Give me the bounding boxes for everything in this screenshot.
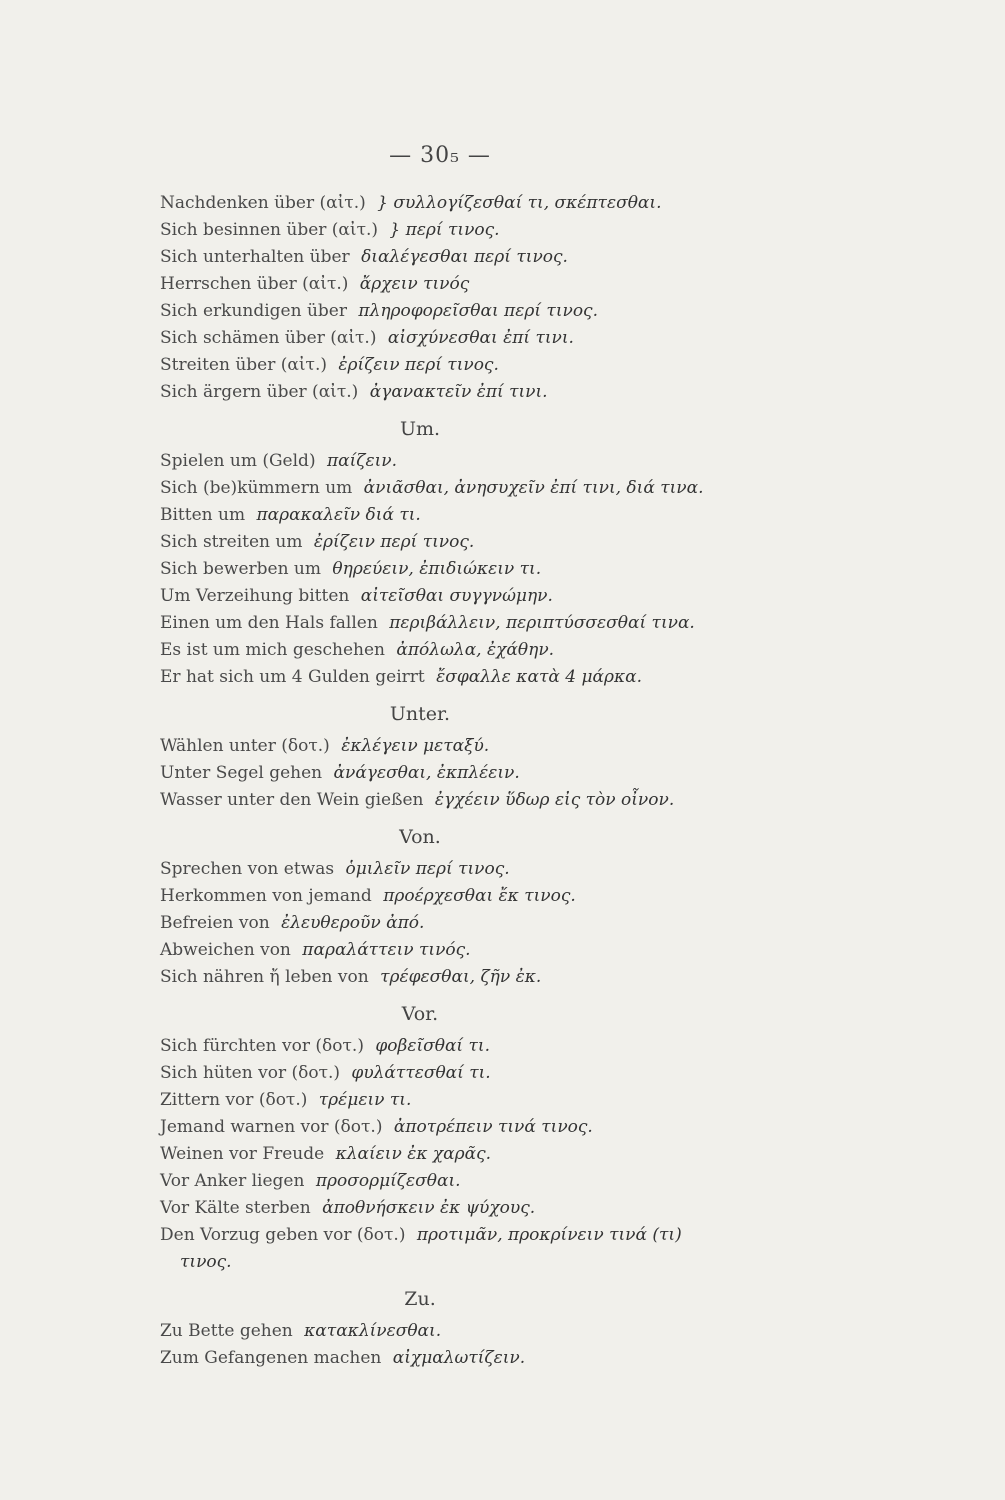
section-heading: Vor.	[401, 1003, 439, 1025]
entry-line	[160, 1195, 820, 1222]
german-phrase: Unter Segel gehen	[160, 763, 323, 783]
greek-translation: τρέμειν τι.	[318, 1090, 412, 1110]
entry-line	[160, 1060, 820, 1087]
greek-translation: ἀνιᾶσθαι, ἀνησυχεῖν ἐπί τινι, διά τινα.	[363, 478, 704, 498]
greek-translation: ἀπόλωλα, ἐχάθην.	[396, 640, 555, 660]
greek-translation: ἐρίζειν περί τινος.	[313, 532, 475, 552]
german-phrase: Spielen um (Geld)	[160, 451, 316, 471]
entry-line	[160, 244, 820, 271]
entry-line	[160, 1033, 820, 1060]
entry-line	[160, 937, 820, 964]
greek-translation: περιβάλλειν, περιπτύσσεσθαί τινα.	[389, 613, 695, 633]
german-phrase: Vor Anker liegen	[160, 1171, 305, 1191]
german-phrase: Wasser unter den Wein gießen	[160, 790, 424, 810]
greek-translation: κατακλίνεσθαι.	[304, 1321, 442, 1341]
german-phrase: Herkommen von jemand	[160, 886, 372, 906]
greek-translation: πληροφορεῖσθαι περί τινος.	[358, 301, 598, 321]
greek-translation: προτιμᾶν, προκρίνειν τινά (τι)	[416, 1225, 682, 1245]
entry-line	[160, 529, 820, 556]
page-content	[160, 190, 820, 1372]
section-vor	[160, 997, 820, 1276]
entry-line	[160, 298, 820, 325]
german-phrase: Einen um den Hals fallen	[160, 613, 378, 633]
entry-line	[160, 1168, 820, 1195]
entry-line	[160, 883, 820, 910]
german-phrase: Herrschen über (αἰτ.)	[160, 274, 349, 294]
greek-translation: παίζειν.	[326, 451, 398, 471]
greek-translation: κλαίειν ἐκ χαρᾶς.	[335, 1144, 492, 1164]
german-phrase: Streiten über (αἰτ.)	[160, 355, 327, 375]
entry-line-continuation	[160, 1249, 820, 1276]
german-phrase: Sich ärgern über (αἰτ.)	[160, 382, 359, 402]
section-von	[160, 820, 820, 991]
german-phrase: Sich streiten um	[160, 532, 303, 552]
section-heading: Um.	[399, 418, 441, 440]
entry-line	[160, 964, 820, 991]
entry-line	[160, 379, 820, 406]
greek-translation: ἄρχειν τινός	[359, 274, 470, 294]
german-phrase: Sich hüten vor (δοτ.)	[160, 1063, 341, 1083]
german-phrase: Vor Kälte sterben	[160, 1198, 311, 1218]
german-phrase: Zum Gefangenen machen	[160, 1348, 382, 1368]
greek-translation: αἰσχύνεσθαι ἐπί τινι.	[387, 328, 574, 348]
greek-translation: τρέφεσθαι, ζῆν ἐκ.	[380, 967, 542, 987]
german-phrase: Befreien von	[160, 913, 270, 933]
entry-line	[160, 1345, 820, 1372]
greek-translation: ἐγχέειν ὕδωρ εἰς τὸν οἶνον.	[434, 790, 675, 810]
german-phrase: Um Verzeihung bitten	[160, 586, 350, 606]
german-phrase: Nachdenken über (αἰτ.)	[160, 193, 366, 213]
greek-translation: προσορμίζεσθαι.	[315, 1171, 461, 1191]
entry-line	[160, 325, 820, 352]
entry-line	[160, 190, 820, 217]
greek-translation: ἔσφαλλε κατὰ 4 μάρκα.	[436, 667, 643, 687]
section-heading: Von.	[399, 826, 441, 848]
greek-translation: ἐλευθεροῦν ἀπό.	[281, 913, 425, 933]
entry-line	[160, 1087, 820, 1114]
entry-line	[160, 448, 820, 475]
entry-line	[160, 556, 820, 583]
german-phrase: Wählen unter (δοτ.)	[160, 736, 330, 756]
german-phrase: Abweichen von	[160, 940, 291, 960]
entry-line	[160, 1141, 820, 1168]
german-phrase: Sich unterhalten über	[160, 247, 350, 267]
greek-translation: ἀποτρέπειν τινά τινος.	[393, 1117, 593, 1137]
greek-translation: τινος.	[180, 1252, 232, 1272]
german-phrase: Sich erkundigen über	[160, 301, 347, 321]
greek-translation: προέρχεσθαι ἔκ τινος.	[383, 886, 576, 906]
greek-translation: ἀποθνήσκειν ἐκ ψύχους.	[322, 1198, 536, 1218]
german-phrase: Sprechen von etwas	[160, 859, 335, 879]
greek-translation: ἐρίζειν περί τινος.	[338, 355, 499, 375]
greek-translation: παραλάττειν τινός.	[302, 940, 471, 960]
entry-line	[160, 787, 820, 814]
german-phrase: Sich besinnen über (αἰτ.)	[160, 220, 379, 240]
german-phrase: Er hat sich um 4 Gulden geirrt	[160, 667, 425, 687]
entry-line	[160, 733, 820, 760]
entry-line	[160, 1318, 820, 1345]
greek-translation: φοβεῖσθαί τι.	[375, 1036, 490, 1056]
section-heading: Unter.	[389, 703, 451, 725]
entry-line	[160, 217, 820, 244]
german-phrase: Bitten um	[160, 505, 246, 525]
section-um	[160, 412, 820, 691]
greek-translation: παρακαλεῖν διά τι.	[256, 505, 421, 525]
greek-translation: } περί τινος.	[389, 220, 500, 240]
greek-translation: φυλάττεσθαί τι.	[351, 1063, 491, 1083]
german-phrase: Sich nähren ἤ leben von	[160, 967, 369, 987]
greek-translation: ἀγανακτεῖν ἐπί τινι.	[369, 382, 548, 402]
german-phrase: Sich bewerben um	[160, 559, 322, 579]
section-zu	[160, 1282, 820, 1372]
german-phrase: Zu Bette gehen	[160, 1321, 293, 1341]
section-ueber	[160, 190, 820, 406]
entry-line	[160, 856, 820, 883]
german-phrase: Jemand warnen vor (δοτ.)	[160, 1117, 383, 1137]
greek-translation: θηρεύειν, ἐπιδιώκειν τι.	[332, 559, 542, 579]
german-phrase: Weinen vor Freude	[160, 1144, 325, 1164]
entry-line	[160, 664, 820, 691]
german-phrase: Sich (be)kümmern um	[160, 478, 353, 498]
entry-line	[160, 502, 820, 529]
german-phrase: Den Vorzug geben vor (δοτ.)	[160, 1225, 406, 1245]
entry-line	[160, 475, 820, 502]
german-phrase: Sich fürchten vor (δοτ.)	[160, 1036, 364, 1056]
entry-line	[160, 910, 820, 937]
german-phrase: Sich schämen über (αἰτ.)	[160, 328, 377, 348]
entry-line	[160, 637, 820, 664]
section-heading: Zu.	[404, 1288, 436, 1310]
greek-translation: αἰχμαλωτίζειν.	[392, 1348, 526, 1368]
entry-line	[160, 271, 820, 298]
german-phrase: Es ist um mich geschehen	[160, 640, 385, 660]
entry-line	[160, 610, 820, 637]
entry-line	[160, 1222, 820, 1249]
entry-line	[160, 1114, 820, 1141]
greek-translation: ἐκλέγειν μεταξύ.	[341, 736, 490, 756]
greek-translation: διαλέγεσθαι περί τινος.	[361, 247, 568, 267]
section-unter	[160, 697, 820, 814]
german-phrase: Zittern vor (δοτ.)	[160, 1090, 308, 1110]
greek-translation: αἰτεῖσθαι συγγνώμην.	[360, 586, 553, 606]
greek-translation: ἀνάγεσθαι, ἐκπλέειν.	[333, 763, 520, 783]
greek-translation: ὁμιλεῖν περί τινος.	[345, 859, 510, 879]
page-number: — 30₅ —	[389, 143, 491, 168]
greek-translation: } συλλογίζεσθαί τι, σκέπτεσθαι.	[377, 193, 662, 213]
entry-line	[160, 583, 820, 610]
entry-line	[160, 760, 820, 787]
entry-line	[160, 352, 820, 379]
